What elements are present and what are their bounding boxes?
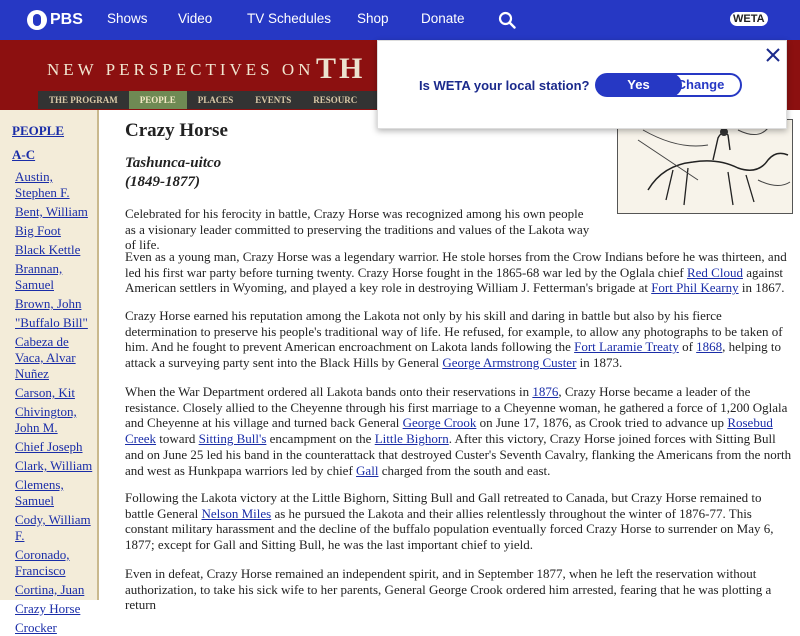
- pbs-logo[interactable]: PBS: [27, 10, 83, 30]
- link-george-crook[interactable]: George Crook: [402, 415, 477, 431]
- paragraph-resistance: When the War Department ordered all Lakota bands onto their reservations in 1876, Crazy Horse became a leader of the resistance. Closely allied to the Cheyenne through his first marriage to a Cheyenne woman, he gathered a force of 1,200 Oglala and Cheyenne at his village and turned back General George Crook on June 17, 1876, as Crook tried to advance up Rosebud Creek toward Sitting Bull's encampment on the Little Bighorn. After this victory, Crazy Horse joined forces with Sitting Bull and on June 25 led his band in the counterattack that destroyed Custer's Seventh Cavalry, flanking the Americans from the north and west as Hunkpapa warriors led by chief Gall charged from the south and east.: [125, 384, 792, 478]
- nav-donate[interactable]: Donate: [421, 11, 465, 26]
- crazy-horse-illustration: [617, 119, 793, 214]
- tab-the-program[interactable]: THE PROGRAM: [49, 95, 118, 105]
- nav-tv-schedules[interactable]: TV Schedules: [247, 11, 332, 26]
- link-sitting-bull[interactable]: Sitting Bull's: [198, 431, 267, 447]
- sidebar-item[interactable]: Clemens, Samuel: [15, 477, 64, 508]
- station-question: Is WETA your local station?: [419, 78, 590, 93]
- link-red-cloud[interactable]: Red Cloud: [686, 264, 743, 280]
- people-sidebar: [0, 110, 99, 635]
- sidebar-item[interactable]: Brown, John: [15, 296, 82, 311]
- sidebar-item[interactable]: Cody, William F.: [15, 512, 91, 543]
- horse-rider-drawing: [618, 120, 794, 215]
- tab-places[interactable]: PLACES: [197, 95, 234, 105]
- yes-button[interactable]: Yes: [595, 73, 682, 97]
- tab-people[interactable]: PEOPLE: [129, 91, 187, 109]
- link-1868[interactable]: 1868: [696, 339, 723, 355]
- sidebar-item[interactable]: Brannan, Samuel: [15, 261, 63, 292]
- sidebar-header-people[interactable]: PEOPLE: [12, 123, 65, 138]
- life-dates: (1849-1877): [125, 174, 200, 190]
- sidebar-item[interactable]: Austin, Stephen F.: [15, 169, 70, 200]
- sidebar-section-a-c[interactable]: A-C: [12, 147, 36, 162]
- tab-resources[interactable]: RESOURC: [313, 95, 358, 105]
- paragraph-surrender: Following the Lakota victory at the Little Bighorn, Sitting Bull and Gall retreated to Canada, but Crazy Horse remained to battle General Nelson Miles as he pursued the Lakota and their allies relentlessly throughout the winter of 1876-77. This constant military harassment and the decline of the buffalo population eventually forced Crazy Horse to surrender on May 6, 1877; except for Gall and Sitting Bull, he was the last important chief to yield.: [125, 490, 774, 553]
- sidebar-item[interactable]: Crazy Horse: [15, 601, 81, 616]
- link-gall[interactable]: Gall: [356, 462, 379, 478]
- banner-big-title: TH: [316, 52, 366, 85]
- sidebar-item[interactable]: Bent, William: [15, 204, 88, 219]
- station-logo[interactable]: WETA: [730, 12, 768, 26]
- nav-video[interactable]: Video: [178, 11, 213, 26]
- paragraph-early-life: Even as a young man, Crazy Horse was a legendary warrior. He stole horses from the Crow Indians before he was thirteen, and led his first war party before turning twenty. Crazy Horse fought in the 1865-68 war led by the Oglala chief Red Cloud against American settlers in Wyoming, and played a key role in destroying William J. Fetterman's brigade at Fort Phil Kearny in 1867.: [125, 249, 787, 296]
- nav-shop[interactable]: Shop: [357, 11, 389, 26]
- sidebar-item[interactable]: Big Foot: [15, 223, 61, 238]
- pbs-head-icon: [27, 10, 47, 30]
- link-little-bighorn[interactable]: Little Bighorn: [374, 431, 449, 447]
- link-1876[interactable]: 1876: [532, 384, 559, 399]
- change-button[interactable]: Change: [659, 73, 742, 97]
- link-fort-phil-kearny[interactable]: Fort Phil Kearny: [651, 280, 739, 296]
- sidebar-item[interactable]: Carson, Kit: [15, 385, 75, 400]
- paragraph-reputation: Crazy Horse earned his reputation among the Lakota not only by his skill and daring in battle but also by his fierce determination to preserve his people's traditional way of life. He refused, for example, to allow any photographs to be taken of him. And he fought to prevent American encroachment on Lakota lands following the Fort Laramie Treaty of 1868, helping to attack a surveying party sent into the Black Hills by General George Armstrong Custer in 1873.: [125, 308, 783, 371]
- link-nelson-miles[interactable]: Nelson Miles: [201, 505, 272, 521]
- link-rosebud-creek[interactable]: Rosebud Creek: [125, 415, 773, 447]
- link-fort-laramie-treaty[interactable]: Fort Laramie Treaty: [574, 339, 679, 355]
- section-tabs: [38, 91, 383, 109]
- banner-title: NEW PERSPECTIVES ON: [47, 60, 315, 79]
- sidebar-item[interactable]: Clark, William: [15, 458, 93, 473]
- pbs-top-bar: [0, 0, 800, 40]
- local-station-popup: [377, 40, 787, 129]
- sidebar-item[interactable]: Chivington, John M.: [15, 404, 77, 435]
- close-icon[interactable]: [765, 47, 781, 63]
- page-title: Crazy Horse: [125, 120, 228, 141]
- tab-events[interactable]: EVENTS: [255, 95, 292, 105]
- paragraph-intro: Celebrated for his ferocity in battle, Crazy Horse was recognized among his own people as a visionary leader committed to preserving the traditions and values of the Lakota way of life.: [125, 206, 590, 253]
- lakota-name: Tashunca-uitco: [125, 155, 222, 171]
- sidebar-item[interactable]: Coronado, Francisco: [15, 547, 70, 578]
- sidebar-item[interactable]: "Buffalo Bill": [15, 315, 88, 330]
- link-custer[interactable]: George Armstrong Custer: [442, 355, 577, 371]
- search-icon[interactable]: [498, 11, 516, 29]
- paragraph-defeat: Even in defeat, Crazy Horse remained an independent spirit, and in September 1877, when he left the reservation without authorization, to take his sick wife to her parents, General George Crook ordered him arrested, fearing that he was plotting a return: [125, 566, 772, 613]
- sidebar-item[interactable]: Black Kettle: [15, 242, 81, 257]
- alternate-name: [125, 154, 221, 192]
- sidebar-item[interactable]: Cabeza de Vaca, Alvar Nuñez: [15, 334, 76, 381]
- sidebar-item[interactable]: Cortina, Juan: [15, 582, 85, 597]
- sidebar-item[interactable]: Crocker: [15, 620, 57, 635]
- nav-shows[interactable]: Shows: [107, 11, 148, 26]
- sidebar-item[interactable]: Chief Joseph: [15, 439, 83, 454]
